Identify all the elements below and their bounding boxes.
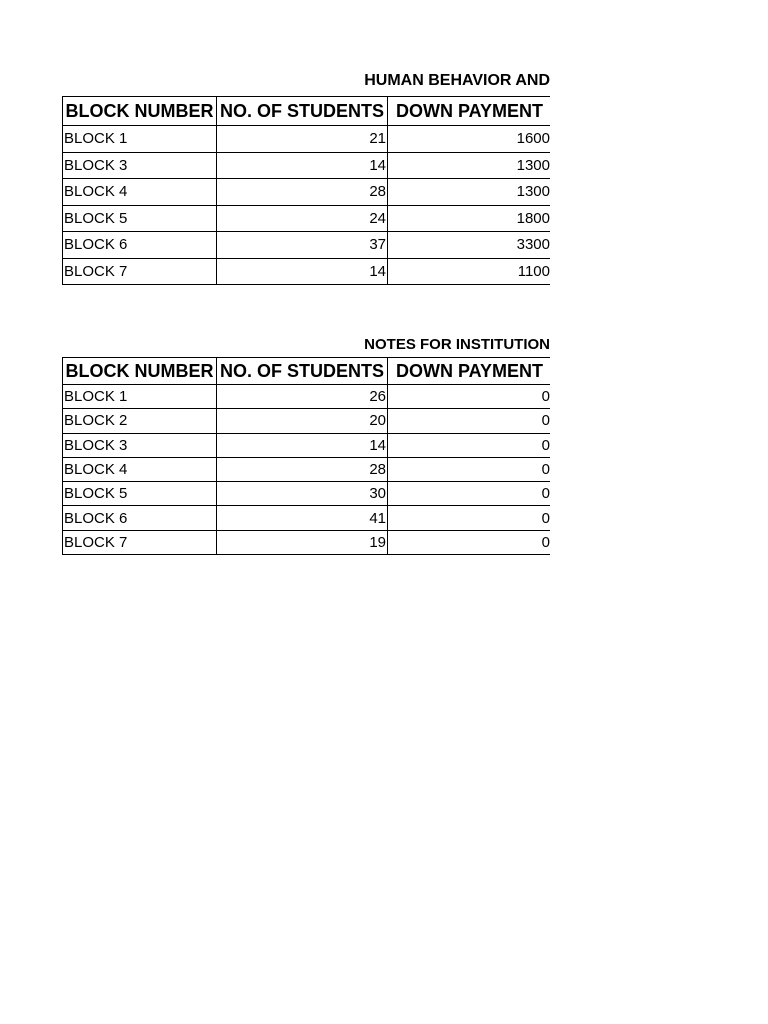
table-row xyxy=(63,152,551,179)
cell-block: BLOCK 4 xyxy=(63,179,217,206)
cell-students: 28 xyxy=(217,179,388,206)
cell-down-payment: 3300 xyxy=(388,232,551,259)
cell-students: 21 xyxy=(217,126,388,153)
cell-down-payment: 1300 xyxy=(388,152,551,179)
cell-down-payment: 1300 xyxy=(388,179,551,206)
cell-students: 37 xyxy=(217,232,388,259)
section-notes-for-institution xyxy=(62,336,550,556)
table-row xyxy=(63,258,551,285)
column-header-block-number: BLOCK NUMBER xyxy=(63,97,217,126)
section-title: NOTES FOR INSTITUTION xyxy=(364,336,550,353)
cell-block: BLOCK 1 xyxy=(63,126,217,153)
cell-block: BLOCK 5 xyxy=(63,482,217,506)
section-title: HUMAN BEHAVIOR AND xyxy=(364,72,550,89)
cell-down-payment: 0 xyxy=(388,433,551,457)
header-row xyxy=(63,358,551,385)
cell-students: 14 xyxy=(217,433,388,457)
cell-block: BLOCK 7 xyxy=(63,258,217,285)
header-row xyxy=(63,97,551,126)
cell-down-payment: 0 xyxy=(388,530,551,554)
column-header-down-payment: DOWN PAYMENT xyxy=(388,358,551,385)
column-header-no-of-students: NO. OF STUDENTS xyxy=(217,97,388,126)
cell-students: 19 xyxy=(217,530,388,554)
table-row xyxy=(63,179,551,206)
cell-down-payment: 1100 xyxy=(388,258,551,285)
table-row xyxy=(63,409,551,433)
table-row xyxy=(63,385,551,409)
cell-students: 24 xyxy=(217,205,388,232)
table-row xyxy=(63,457,551,481)
cell-block: BLOCK 5 xyxy=(63,205,217,232)
cell-block: BLOCK 1 xyxy=(63,385,217,409)
cell-block: BLOCK 4 xyxy=(63,457,217,481)
column-header-no-of-students: NO. OF STUDENTS xyxy=(217,358,388,385)
table-row xyxy=(63,126,551,153)
cell-down-payment: 0 xyxy=(388,457,551,481)
table-row xyxy=(63,433,551,457)
cell-students: 26 xyxy=(217,385,388,409)
section-human-behavior xyxy=(62,72,550,290)
cell-block: BLOCK 6 xyxy=(63,232,217,259)
cell-down-payment: 0 xyxy=(388,482,551,506)
cell-block: BLOCK 3 xyxy=(63,433,217,457)
table-row xyxy=(63,506,551,530)
cell-block: BLOCK 6 xyxy=(63,506,217,530)
cell-down-payment: 1800 xyxy=(388,205,551,232)
table-row xyxy=(63,530,551,554)
table-row xyxy=(63,232,551,259)
cell-down-payment: 0 xyxy=(388,409,551,433)
cell-block: BLOCK 3 xyxy=(63,152,217,179)
cell-students: 14 xyxy=(217,152,388,179)
cell-block: BLOCK 7 xyxy=(63,530,217,554)
cell-students: 14 xyxy=(217,258,388,285)
cell-down-payment: 0 xyxy=(388,385,551,409)
cell-students: 28 xyxy=(217,457,388,481)
data-table xyxy=(62,96,550,285)
table-row xyxy=(63,205,551,232)
data-table xyxy=(62,357,550,555)
cell-students: 30 xyxy=(217,482,388,506)
cell-down-payment: 0 xyxy=(388,506,551,530)
cell-block: BLOCK 2 xyxy=(63,409,217,433)
table-row xyxy=(63,482,551,506)
cell-students: 20 xyxy=(217,409,388,433)
cell-down-payment: 1600 xyxy=(388,126,551,153)
cell-students: 41 xyxy=(217,506,388,530)
column-header-down-payment: DOWN PAYMENT xyxy=(388,97,551,126)
column-header-block-number: BLOCK NUMBER xyxy=(63,358,217,385)
